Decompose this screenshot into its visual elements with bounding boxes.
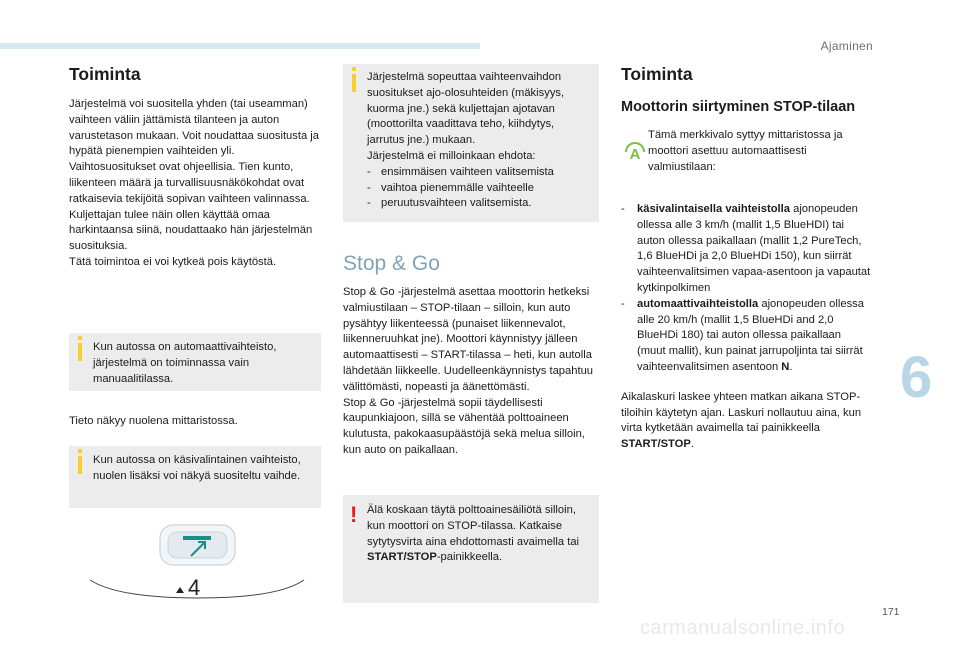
info-adaptation-list bbox=[367, 165, 591, 212]
left-paragraph-3: Tieto näkyy nuolena mittaristossa. bbox=[69, 415, 238, 427]
header-accent-bar bbox=[0, 43, 480, 49]
right-heading: Toiminta bbox=[621, 64, 693, 84]
automatic-text: ajonopeuden ollessa alle 20 km/h (mallit 1,5 BlueHDi and 2,0 BlueHDi 180) tai auton ollessa paikallaan (muut mallit), kun painat jarrupoljinta tai siirrät vaihteenvalitsimen asentoon bbox=[637, 297, 864, 373]
list-item-manual: - käsivalintaisella vaihteistolla ajonopeuden ollessa alle 3 km/h (mallit 1,5 BlueHDI) tai auton ollessa paikallaan (mallit 1,2 PureTech, 1,6 BlueHDi ja 2,0 BlueHDi 150), kun siirrät vaihteenvalitsimen vapaa-asentoon ja vapautat kytkinpolkimen bbox=[621, 203, 871, 294]
list-item: - peruutusvaihteen valitsemista. bbox=[367, 196, 591, 212]
left-heading: Toiminta bbox=[69, 64, 141, 84]
timer-text: Aikalaskuri laskee yhteen matkan aikana STOP-tiloihin käytetyn ajan. Laskuri nollautuu aina, kun virta kytketään avaimella tai painikkeella bbox=[621, 390, 862, 435]
section-label: Ajaminen bbox=[820, 39, 873, 53]
list-item-automatic: - automaattivaihteistolla ajonopeuden ollessa alle 20 km/h (mallit 1,5 BlueHDi and 2,0 BlueHDi 180) tai auton ollessa paikallaan (muut mallit), kun painat jarrupoljinta tai siirrät vaihteenvalitsimen asentoon N. bbox=[621, 297, 864, 373]
automatic-label: automaattivaihteistolla bbox=[637, 297, 759, 310]
stopgo-heading: Stop & Go bbox=[343, 252, 440, 275]
display-screen bbox=[168, 532, 227, 558]
manual-text: ajonopeuden ollessa alle 3 km/h (mallit 1,5 BlueHDI) tai auton ollessa paikallaan (mallit 1,2 PureTech, 1,6 BlueHDi ja 2,0 BlueHDi 150), kun siirrät vaihteenvalitsimen vapaa-asentoon ja vapautat kytkinpolkimen bbox=[637, 203, 871, 294]
left-column bbox=[69, 64, 321, 271]
info-adaptation-text: Järjestelmä sopeuttaa vaihteenvaihdon suositukset ajo-olosuhteiden (mäkisyys, kuorma jne.) sekä kuljettajan ajotavan (moottorilta vaadittava teho, kiihdytys, jarrutus jne.) mukaan. bbox=[367, 71, 565, 147]
list-item: - vaihtoa pienemmälle vaihteelle bbox=[367, 181, 591, 197]
warning-text-end: -painikkeella. bbox=[436, 551, 503, 564]
right-column bbox=[621, 64, 871, 453]
left-paragraph-1: Järjestelmä voi suositella yhden (tai useamman) vaihteen väliin jättämistä tilanteen ja auton varustetason mukaan. Voit noudattaa suositusta ja hypätä pienempien vaihteiden yli. Vaihtosuositukset ovat ohjeellisia. Tien kunto, liikenteen määrä ja turvallisuusnäkökohdat ovat ratkaisevia tekijöitä sopivan vaihteen valinnassa. Kuljettajan tulee näin ollen käyttää omaa harkintaansa siinä, noudattaako hän järjestelmän suosituksia. bbox=[69, 98, 320, 253]
info-box-automatic bbox=[69, 333, 321, 391]
watermark: carmanualsonline.info bbox=[640, 617, 846, 639]
timer-paragraph bbox=[621, 390, 871, 453]
info-box-manual-text: Kun autossa on käsivalintainen vaihteisto, nuolen lisäksi voi näkyä suositeltu vaihde. bbox=[93, 454, 301, 482]
indicator-row bbox=[621, 128, 871, 190]
info-box-automatic-text: Kun autossa on automaattivaihteisto, järjestelmä on toiminnassa vain manuaalitilassa. bbox=[93, 341, 277, 385]
list-item: - ensimmäisen vaihteen valitsemista bbox=[367, 165, 591, 181]
warning-box bbox=[343, 495, 599, 603]
neutral-label: N bbox=[781, 360, 790, 373]
chapter-number: 6 bbox=[900, 345, 933, 410]
warning-text-start: Älä koskaan täytä polttoainesäiliötä silloin, kun moottori on STOP-tilassa. Katkaise sytytysvirta aina ehdottomasti avaimella tai bbox=[367, 504, 580, 548]
stop-indicator-icon bbox=[622, 140, 648, 164]
up-arrow-icon bbox=[176, 587, 184, 593]
info-icon bbox=[352, 74, 356, 92]
page-number: 171 bbox=[882, 606, 900, 618]
info-icon bbox=[78, 456, 82, 474]
indicator-text: Tämä merkkivalo syttyy mittaristossa ja moottori asettuu automaattisesti valmiustilaan: bbox=[648, 129, 843, 173]
warning-icon: ! bbox=[350, 502, 358, 527]
gear-indicator-illustration bbox=[88, 520, 306, 604]
info-adaptation-text-2: Järjestelmä ei milloinkaan ehdota: bbox=[367, 149, 536, 162]
stopgo-paragraph-2: Stop & Go -järjestelmä sopii täydellisesti kaupunkiajoon, sillä se vähentää polttoaineen kulutusta, pakokaasupäästöjä sekä melua silloin, kun auto on paikallaan. bbox=[343, 396, 585, 456]
info-box-adaptation bbox=[343, 64, 599, 222]
right-subheading: Moottorin siirtyminen STOP-tilaan bbox=[621, 99, 856, 115]
gear-number: 4 bbox=[188, 575, 201, 600]
left-paragraph-2: Tätä toimintoa ei voi kytkeä pois käytöstä. bbox=[69, 255, 277, 268]
display-bar bbox=[183, 536, 211, 540]
info-box-manual bbox=[69, 446, 321, 508]
stopgo-paragraph-1: Stop & Go -järjestelmä asettaa moottorin hetkeksi valmiustilaan – STOP-tilaan – silloin, kun auto pysähtyy liikenteessä (punaiset liikennevalot, liikenneruuhkat jne). Moottori käynnistyy jälleen automaattisesti – START-tilassa – heti, kun autolla lähdetään liikkeelle. Uudelleenkäynnistys tapahtuu välittömästi, nopeasti ja äänettömästi. bbox=[343, 286, 594, 393]
stopgo-section bbox=[343, 252, 599, 459]
svg-text:A: A bbox=[629, 146, 641, 163]
start-stop-label: START/STOP bbox=[367, 551, 437, 564]
info-icon bbox=[78, 343, 82, 361]
manual-label: käsivalintaisella vaihteistolla bbox=[637, 203, 790, 215]
timer-text-end: . bbox=[690, 438, 694, 451]
automatic-text-end: . bbox=[789, 360, 793, 373]
start-stop-label: START/STOP bbox=[621, 438, 691, 451]
